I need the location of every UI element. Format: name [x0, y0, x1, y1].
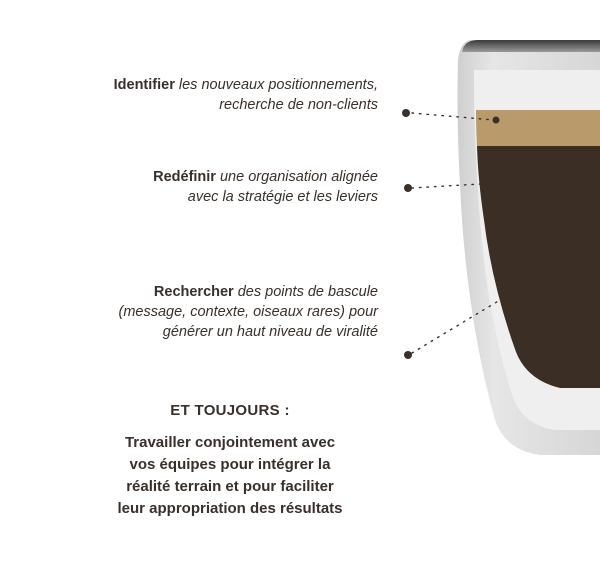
item-identifier-text: les nouveaux positionnements,	[174, 77, 378, 93]
item-redefinir-line2: avec la stratégie et les leviers	[187, 189, 378, 205]
item-identifier-line2: recherche de non-clients	[219, 97, 378, 113]
item-rechercher	[18, 282, 378, 342]
item-identifier-bold: Identifier	[113, 77, 175, 93]
item-identifier	[18, 75, 378, 115]
glass-rim	[462, 40, 600, 52]
item-rechercher-line2: (message, contexte, oiseaux rares) pour	[118, 304, 378, 320]
crema-layer	[476, 110, 600, 146]
always-line: leur appropriation des résultats	[117, 500, 343, 517]
always-title: ET TOUJOURS :	[170, 402, 290, 419]
item-rechercher-line3: générer un haut niveau de viralité	[162, 324, 378, 340]
always-line: vos équipes pour intégrer la	[129, 456, 331, 473]
always-body	[60, 432, 400, 520]
item-redefinir-text: une organisation alignée	[215, 169, 378, 185]
item-rechercher-bold: Rechercher	[153, 284, 234, 300]
item-redefinir-bold: Redéfinir	[153, 169, 216, 185]
always-line: Travailler conjointement avec	[124, 434, 336, 451]
always-line: réalité terrain et pour faciliter	[126, 478, 334, 495]
item-redefinir	[18, 167, 378, 207]
item-rechercher-text: des points de bascule	[233, 284, 378, 300]
